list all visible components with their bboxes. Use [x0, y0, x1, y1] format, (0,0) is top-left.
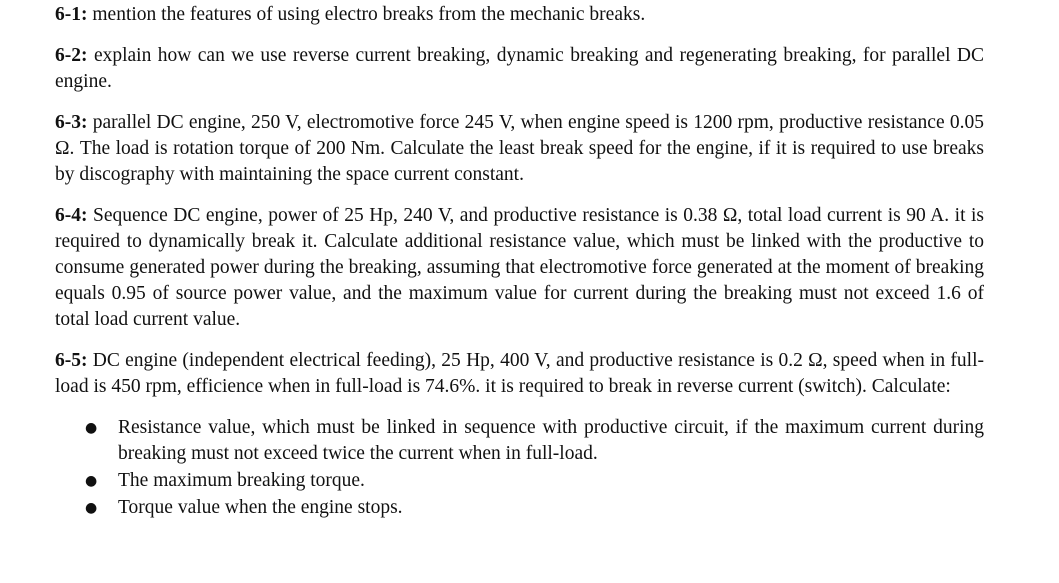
question-6-2: [55, 43, 984, 95]
bullet-icon: ●: [85, 500, 98, 516]
list-item-text: Torque value when the engine stops.: [118, 497, 403, 518]
question-6-1: [55, 2, 984, 28]
question-number: 6-5 :: [55, 350, 88, 371]
bullet-icon: ●: [85, 473, 98, 489]
calculation-list: [55, 415, 984, 521]
list-item-text: The maximum breaking torque.: [118, 470, 365, 491]
question-6-4: [55, 203, 984, 333]
bullet-icon: ●: [85, 420, 98, 436]
list-item: [55, 495, 984, 521]
list-item: [55, 415, 984, 467]
question-number: 6-4 :: [55, 205, 88, 226]
list-item-text: Resistance value, which must be linked in sequence with productive circuit, if the maximum current during breaking must not exceed twice the current when in full-load.: [118, 417, 984, 464]
question-6-5: [55, 348, 984, 400]
question-text: DC engine (independent electrical feeding), 25 Hp, 400 V, and productive resistance is 0.2 Ω, speed when in full-load is 450 rpm, efficience when in full-load is 74.6%. it is required to break in reverse current (switch). Calculate:: [55, 350, 985, 397]
question-number: 6-1 :: [55, 4, 88, 25]
list-item: [55, 468, 984, 494]
question-number: 6-2 :: [55, 45, 88, 66]
question-text: parallel DC engine, 250 V, electromotive force 245 V, when engine speed is 1200 rpm, productive resistance 0.05 Ω. The load is rotation torque of 200 Nm. Calculate the least break speed for the engine, if it is required to use breaks by discography with maintaining the space current constant.: [55, 112, 985, 185]
question-6-3: [55, 110, 984, 188]
question-text: mention the features of using electro breaks from the mechanic breaks.: [92, 4, 646, 25]
document-page: [55, 2, 984, 522]
question-text: Sequence DC engine, power of 25 Hp, 240 V, and productive resistance is 0.38 Ω, total load current is 90 A. it is required to dynamically break it. Calculate additional resistance value, which must be linked with the productive to consume generated power during the breaking, assuming that electromotive force generated at the moment of breaking equals 0.95 of source power value, and the maximum value for current during the breaking must not exceed 1.6 of total load current value.: [55, 205, 984, 330]
question-number: 6-3 :: [55, 112, 88, 133]
question-text: explain how can we use reverse current breaking, dynamic breaking and regenerating breaking, for parallel DC engine.: [55, 45, 985, 92]
